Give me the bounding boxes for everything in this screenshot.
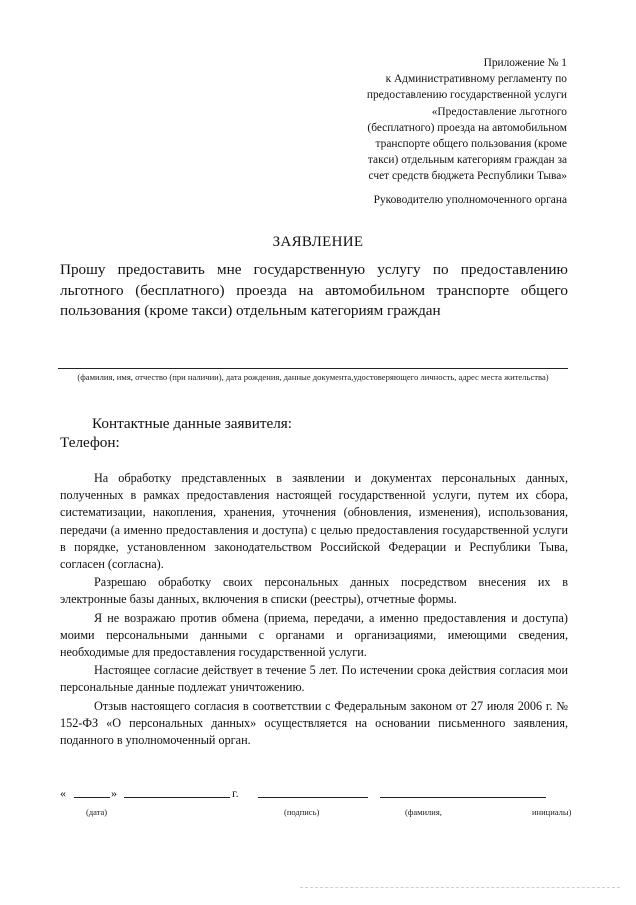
surname-caption: (фамилия,	[405, 807, 442, 817]
request-word: пользования (кроме такси) отдельным категориям граждан	[60, 302, 441, 319]
request-word: предоставить	[117, 261, 205, 278]
signature-line[interactable]	[258, 797, 368, 798]
fio-input-line[interactable]	[58, 368, 568, 369]
request-word: по	[432, 261, 449, 278]
date-year-suffix: г.	[232, 786, 239, 800]
request-word: Прошу	[60, 261, 106, 278]
document-title: ЗАЯВЛЕНИЕ	[272, 234, 364, 250]
consent-paragraph: Разрешаю обработку своих персональных данных посредством внесения их в электронные базы данных, включения в списки (реестры), отчетные формы.	[60, 575, 568, 607]
request-word: услугу	[377, 261, 421, 278]
appendix-line: такси) отдельным категориям граждан за	[367, 154, 567, 167]
consent-paragraph: На обработку представленных в заявлении и документах персональных данных, полученных в рамках предоставления настоящей государственной услуги, путем их сбора, систематизации, накопления, хранения, уточнения (обновления, изменения), использования, передачи (а именно предоставления и доступа) с целью предоставления государственной услуги в порядке, установленном законодательством Российской Федерации и Республики Тыва, согласен (согласна).	[60, 471, 568, 572]
request-word: общего	[520, 281, 568, 299]
consent-paragraph: Я не возражаю против обмена (приема, передачи, а именно предоставления и доступа) моими персональными данными с органами и организациями, имеющими сведения, необходимые для предоставления государственной услуги.	[60, 610, 568, 660]
request-word: транспорте	[436, 281, 510, 299]
contacts-label: Контактные данные заявителя:	[92, 415, 292, 432]
request-line	[60, 260, 568, 281]
scan-artifact	[300, 887, 620, 889]
consent-text	[60, 470, 568, 749]
request-word: предоставлению	[460, 261, 568, 278]
surname-initials-line[interactable]	[380, 797, 546, 798]
consent-paragraph: Отзыв настоящего согласия в соответствии с Федеральным законом от 27 июля 2006 г. № 152-ФЗ «О персональных данных» осуществляется на основании письменного заявления, поданного в уполномоченный орган.	[60, 698, 568, 748]
date-caption: (дата)	[86, 807, 108, 817]
appendix-line: Приложение № 1	[483, 57, 567, 69]
date-month-year-line[interactable]	[124, 797, 230, 798]
date-close-quote: »	[111, 786, 117, 800]
request-word: мне	[216, 261, 242, 278]
request-text	[60, 260, 568, 322]
request-word: проезда	[236, 281, 287, 299]
appendix-line: предоставлению государственной услуги	[366, 89, 567, 102]
date-open-quote: «	[60, 786, 66, 800]
appendix-line: к Административному регламенту по	[385, 73, 567, 86]
request-line	[60, 281, 568, 302]
appendix-line: транспорте общего пользования (кроме	[375, 138, 567, 151]
appendix-header	[337, 55, 567, 185]
initials-caption: инициалы)	[532, 807, 572, 817]
request-word: на	[298, 281, 314, 299]
appendix-line: счет средств бюджета Республики Тыва»	[368, 170, 567, 183]
request-word: льготного	[60, 281, 124, 299]
fio-caption: (фамилия, имя, отчество (при наличии), дата рождения, данные документа,удостоверяющего личность, адрес места жительства)	[77, 372, 549, 382]
request-line	[60, 301, 568, 322]
phone-label: Телефон:	[60, 434, 120, 451]
appendix-line: «Предоставление льготного	[431, 105, 567, 118]
date-day-line[interactable]	[74, 797, 110, 798]
request-word: (бесплатного)	[135, 281, 225, 299]
recipient-line: Руководителю уполномоченного органа	[373, 194, 567, 206]
signature-caption: (подпись)	[284, 807, 320, 817]
appendix-line: (бесплатного) проезда на автомобильном	[367, 121, 567, 134]
consent-paragraph: Настоящее согласие действует в течение 5 лет. По истечении срока действия согласия мои персональные данные подлежат уничтожению.	[60, 663, 568, 695]
request-word: государственную	[253, 261, 366, 278]
request-word: автомобильном	[325, 281, 425, 299]
